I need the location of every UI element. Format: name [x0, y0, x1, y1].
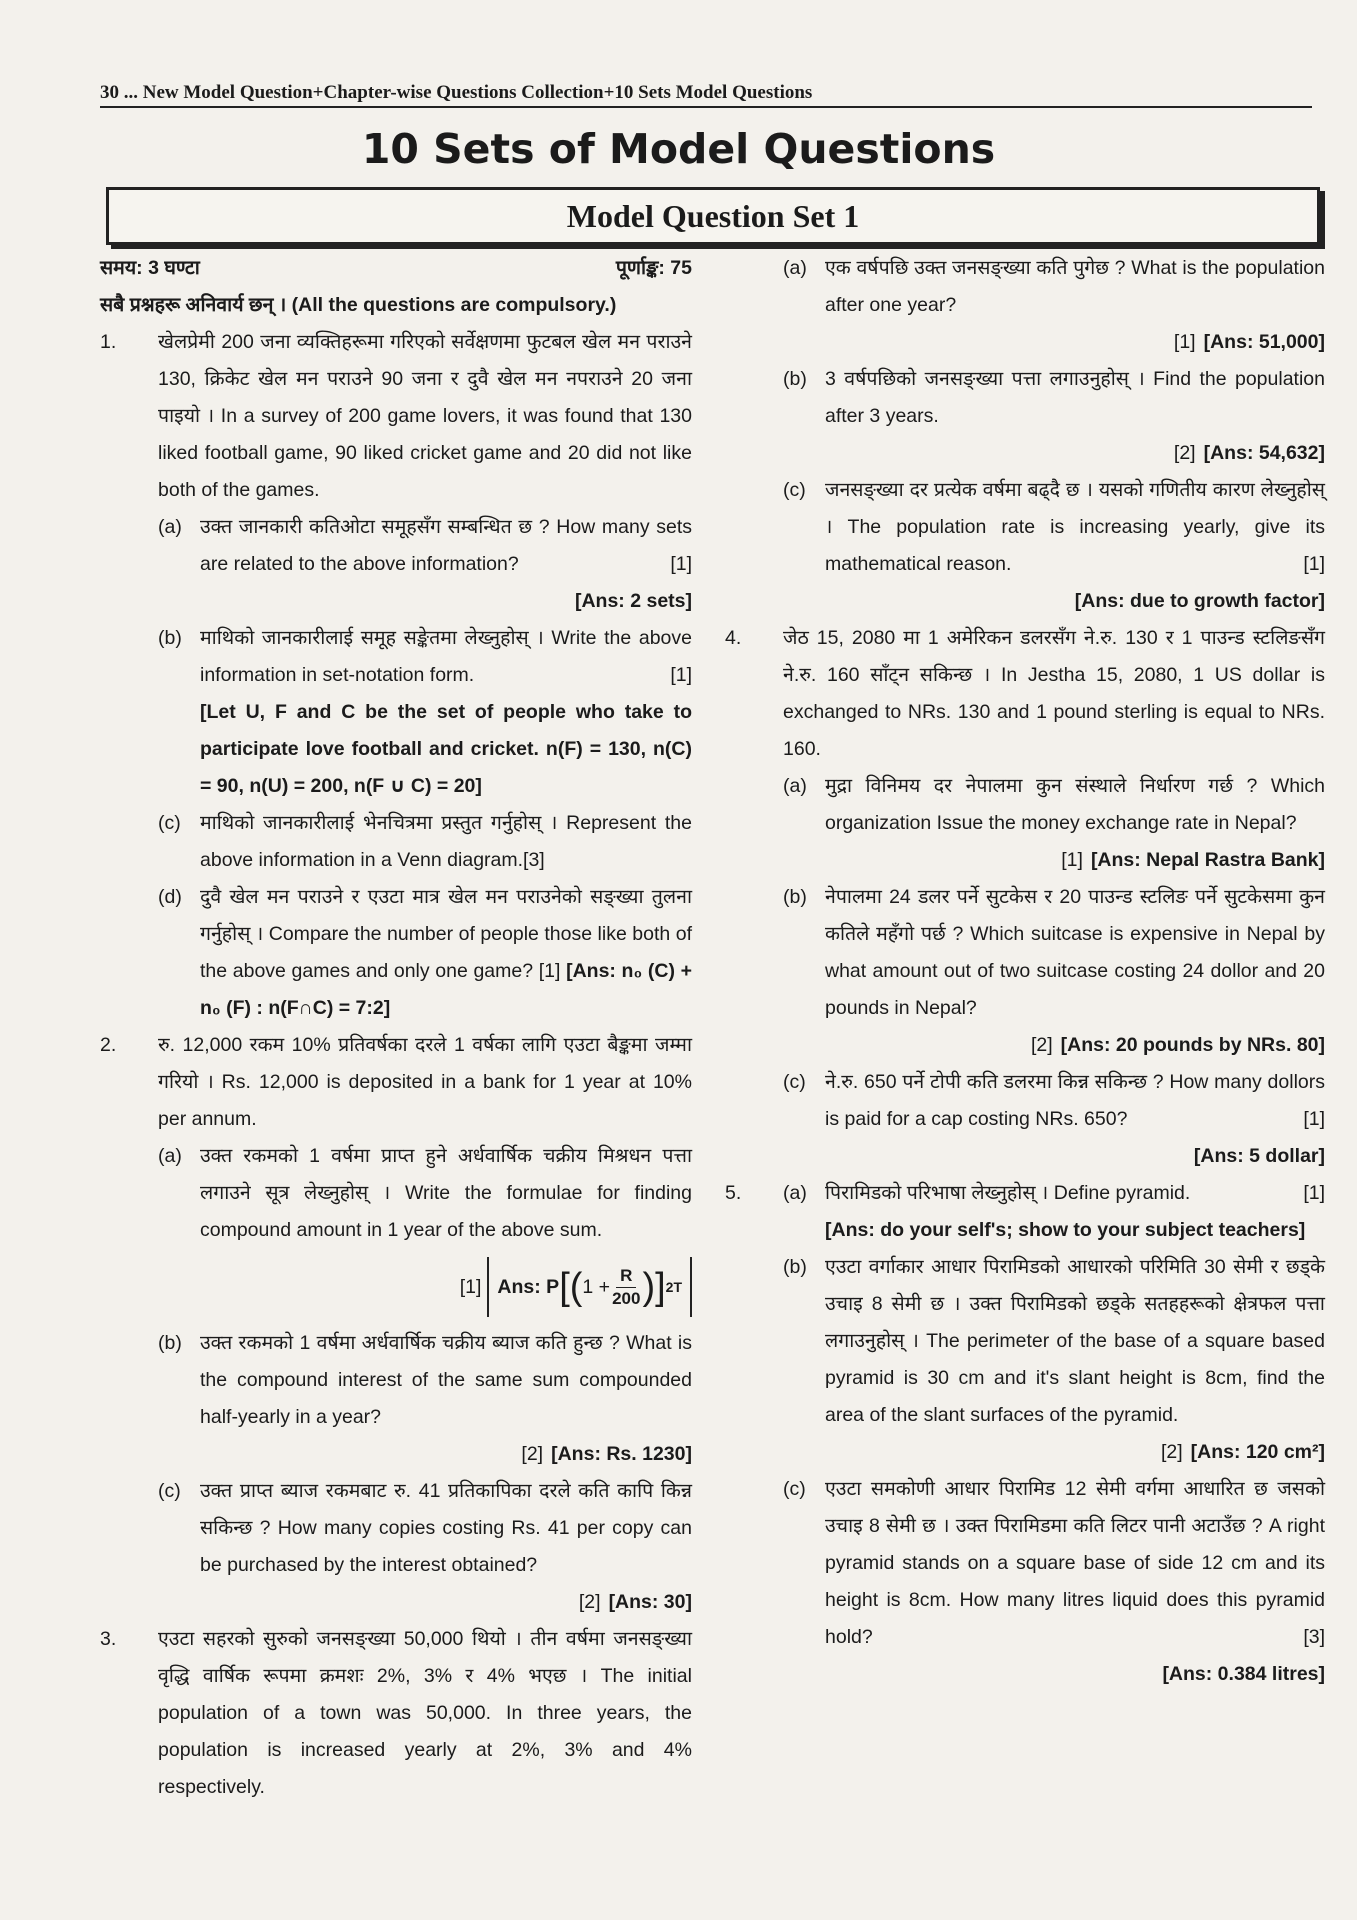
question-3 — [100, 1621, 692, 1806]
sub-label: (c) — [783, 479, 806, 501]
sub-label: (b) — [158, 1332, 182, 1354]
question-4 — [725, 620, 1325, 1175]
marks: [1] — [1303, 1108, 1325, 1130]
answer: [Ans: Nepal Rastra Bank] — [1090, 849, 1325, 871]
sub-question-1c — [158, 805, 692, 879]
fraction: $\frac{R}{200}$ — [612, 1265, 641, 1308]
right-column — [725, 250, 1325, 1693]
marks: [1] — [670, 553, 692, 575]
running-head: 30 ... New Model Question+Chapter-wise Questions Collection+10 Sets Model Questions — [100, 82, 1312, 108]
sub-question-1b — [158, 620, 692, 805]
answer: [Ans: 2 sets] — [574, 590, 692, 612]
question-stem: खेलप्रेमी 200 जना व्यक्तिहरूमा गरिएको सर्वेक्षणमा फुटबल खेल मन पराउने 130, क्रिकेट खेल मन पराउने 90 जना र दुवै खेल मन नपराउने 20 जना पाइयो । In a survey of 200 game lovers, it was found that 130 liked football game, 90 liked cricket game and 20 did not like both of the games. — [158, 331, 692, 501]
sub-question-4b — [783, 879, 1325, 1064]
exponent: 2T — [665, 1278, 682, 1295]
answer: [Ans: 120 cm²] — [1190, 1441, 1325, 1463]
sub-label: (c) — [158, 1480, 181, 1502]
sub-question-2c — [158, 1473, 692, 1621]
page-title: 10 Sets of Model Questions — [361, 125, 996, 173]
question-2 — [100, 1027, 692, 1621]
answer: [Ans: do your self's; show to your subject teachers] — [825, 1219, 1306, 1241]
sub-label: (d) — [158, 886, 182, 908]
marks: [2] — [521, 1443, 544, 1465]
full-marks: पूर्णाङ्क: 75 — [615, 257, 692, 279]
sub-question-text: पिरामिडको परिभाषा लेख्नुहोस् । Define pyramid. — [825, 1182, 1191, 1204]
sub-question-text: उक्त रकमको 1 वर्षमा प्राप्त हुने अर्धवार्षिक चक्रीय मिश्रधन पत्ता लगाउने सूत्र लेख्नुहोस् । Write the formulae for finding compound amount in 1 year of the above sum. — [200, 1145, 692, 1241]
left-column — [100, 250, 692, 1806]
sub-question-text: दुवै खेल मन पराउने र एउटा मात्र खेल मन पराउनेको सङ्ख्या तुलना गर्नुहोस् । Compare the number of people those like both of the above games and only one game? — [200, 886, 692, 982]
marks: [1] — [1303, 553, 1325, 575]
marks: [1] — [1173, 331, 1196, 353]
instruction: सबै प्रश्नहरू अनिवार्य छन् । (All the questions are compulsory.) — [100, 294, 617, 316]
answer: [Let U, F and C be the set of people who take to participate love football and cricket. n(F) = 130, n(C) = 90, n(U) = 200, n(F ∪ C) = 20] — [200, 701, 692, 797]
marks: [2] — [578, 1591, 601, 1613]
sub-label: (a) — [783, 1182, 807, 1204]
sub-question-text: नेपालमा 24 डलर पर्ने सुटकेस र 20 पाउन्ड स्टलिङ पर्ने सुटकेसमा कुन कतिले महँगो पर्छ ? Which suitcase is expensive in Nepal by what amount out of two suitcase costing 24 dollor and 20 pounds in Nepal? — [825, 886, 1325, 1019]
sub-question-5b — [783, 1249, 1325, 1471]
sub-label: (b) — [783, 886, 807, 908]
sub-question-text: माथिको जानकारीलाई भेनचित्रमा प्रस्तुत गर्नुहोस् । Represent the above information in a Venn diagram. — [200, 812, 692, 871]
sub-question-text: उक्त रकमको 1 वर्षमा अर्धवार्षिक चक्रीय ब्याज कति हुन्छ ? What is the compound interest of the same sum compounded half-yearly in a year? — [200, 1332, 692, 1428]
marks: [1] — [459, 1275, 482, 1298]
sub-question-text: 3 वर्षपछिको जनसङ्ख्या पत्ता लगाउनुहोस् । Find the population after 3 years. — [825, 368, 1325, 427]
sub-label: (c) — [158, 812, 181, 834]
marks: [1] — [538, 960, 561, 982]
answer: [Ans: Rs. 1230] — [551, 1443, 692, 1465]
set-title: Model Question Set 1 — [566, 197, 860, 234]
marks: [1] — [1303, 1182, 1325, 1204]
sub-label: (c) — [783, 1478, 806, 1500]
sub-label: (a) — [158, 1145, 182, 1167]
sub-label: (c) — [783, 1071, 806, 1093]
sub-question-text: जनसङ्ख्या दर प्रत्येक वर्षमा बढ्दै छ । यसको गणितीय कारण लेख्नुहोस् । The population rate is increasing yearly, give its mathematical reason. — [825, 479, 1325, 575]
answer: [Ans: 51,000] — [1203, 331, 1325, 353]
marks: [2] — [1160, 1441, 1183, 1463]
set-title-box — [106, 187, 1320, 245]
answer: [Ans: 0.384 litres] — [1162, 1663, 1325, 1685]
sub-question-5a — [783, 1175, 1325, 1249]
sub-label: (a) — [783, 257, 807, 279]
sub-question-text: एक वर्षपछि उक्त जनसङ्ख्या कति पुगेछ ? What is the population after one year? — [825, 257, 1325, 316]
marks: [3] — [1303, 1626, 1325, 1648]
question-number: 3. — [100, 1628, 117, 1650]
marks: [1] — [1061, 849, 1083, 871]
sub-question-text: मुद्रा विनिमय दर नेपालमा कुन संस्थाले निर्धारण गर्छ ? Which organization Issue the money exchange rate in Nepal? — [825, 775, 1325, 834]
sub-question-5c — [783, 1471, 1325, 1693]
sub-question-1a — [158, 509, 692, 620]
sub-label: (a) — [783, 775, 807, 797]
sub-question-3b — [783, 361, 1325, 472]
sub-question-text: माथिको जानकारीलाई समूह सङ्केतमा लेख्नुहोस् । Write the above information in set-notation form. — [200, 627, 692, 686]
sub-question-text: ने.रु. 650 पर्ने टोपी कति डलरमा किन्न सकिन्छ ? How many dollors is paid for a cap costing NRs. 650? — [825, 1071, 1325, 1130]
question-stem: जेठ 15, 2080 मा 1 अमेरिकन डलरसँग ने.रु. 130 र 1 पाउन्ड स्टलिङसँग ने.रु. 160 साँट्न सकिन्छ । In Jestha 15, 2080, 1 US dollar is exchanged to NRs. 130 and 1 pound sterling is equal to NRs. 160. — [783, 627, 1325, 760]
question-5 — [725, 1175, 1325, 1693]
sub-label: (b) — [158, 627, 182, 649]
answer: [Ans: 54,632] — [1203, 442, 1325, 464]
question-number: 2. — [100, 1034, 117, 1056]
sub-question-4a — [783, 768, 1325, 879]
time-allowed: समय: 3 घण्टा — [100, 257, 200, 279]
sub-question-2b — [158, 1325, 692, 1473]
answer: [Ans: 30] — [608, 1591, 692, 1613]
question-stem: एउटा सहरको सुरुको जनसङ्ख्या 50,000 थियो । तीन वर्षमा जनसङ्ख्या वृद्धि वार्षिक रूपमा क्रमशः 2%, 3% र 4% भएछ । The initial population of a town was 50,000. In three years, the population is increased yearly at 2%, 3% and 4% respectively. — [158, 1628, 692, 1798]
sub-question-text: एउटा समकोणी आधार पिरामिड 12 सेमी वर्गमा आधारित छ जसको उचाइ 8 सेमी छ । उक्त पिरामिडमा कति लिटर पानी अटाउँछ ? A right pyramid stands on a square base of side 12 cm and its height is 8cm. How many litres liquid does this pyramid hold? — [825, 1478, 1325, 1648]
sub-question-1d — [158, 879, 692, 1027]
sub-label: (b) — [783, 1256, 807, 1278]
sub-question-text: उक्त प्राप्त ब्याज रकमबाट रु. 41 प्रतिकापिका दरले कति कापि किन्न सकिन्छ ? How many copies costing Rs. 41 per copy can be purchased by the interest obtained? — [200, 1480, 692, 1576]
answer: [Ans: 5 dollar] — [1193, 1145, 1325, 1167]
sub-label: (a) — [158, 516, 182, 538]
answer: [Ans: 20 pounds by NRs. 80] — [1060, 1034, 1325, 1056]
marks: [3] — [523, 849, 545, 871]
formula-answer-row — [200, 1257, 692, 1317]
question-number: 1. — [100, 331, 117, 353]
sub-question-text: उक्त जानकारी कतिओटा समूहसँग सम्बन्धित छ ? How many sets are related to the above information? — [200, 516, 692, 575]
sub-question-4c — [783, 1064, 1325, 1175]
meta-row — [100, 250, 692, 287]
sub-label: (b) — [783, 368, 807, 390]
question-number: 5. — [725, 1182, 742, 1204]
marks: [1] — [670, 664, 692, 686]
question-1 — [100, 324, 692, 1027]
sub-question-text: एउटा वर्गाकार आधार पिरामिडको आधारको परिमिति 30 सेमी र छड्के उचाइ 8 सेमी छ । उक्त पिरामिडको छड्के सतहहरूको क्षेत्रफल पत्ता लगाउनुहोस् । The perimeter of the base of a square based pyramid is 30 cm and it's slant height is 8cm, find the area of the slant surfaces of the pyramid. — [825, 1256, 1325, 1426]
marks: [2] — [1173, 442, 1196, 464]
question-stem: रु. 12,000 रकम 10% प्रतिवर्षका दरले 1 वर्षका लागि एउटा बैङ्कमा जम्मा गरियो । Rs. 12,000 is deposited in a bank for 1 year at 10% per annum. — [158, 1034, 692, 1130]
sub-question-3a — [783, 250, 1325, 361]
marks: [2] — [1030, 1034, 1053, 1056]
sub-question-2a — [158, 1138, 692, 1325]
answer: [Ans: n₀ (C) + n₀ (F) : n(F∩C) = 7:2] — [200, 960, 693, 1019]
sub-question-3c — [783, 472, 1325, 620]
question-number: 4. — [725, 627, 742, 649]
answer: [Ans: due to growth factor] — [1074, 590, 1325, 612]
formula-answer: Ans: P [ ( 1 + $\frac{R}{200}$ ) ] 2T — [487, 1257, 692, 1317]
